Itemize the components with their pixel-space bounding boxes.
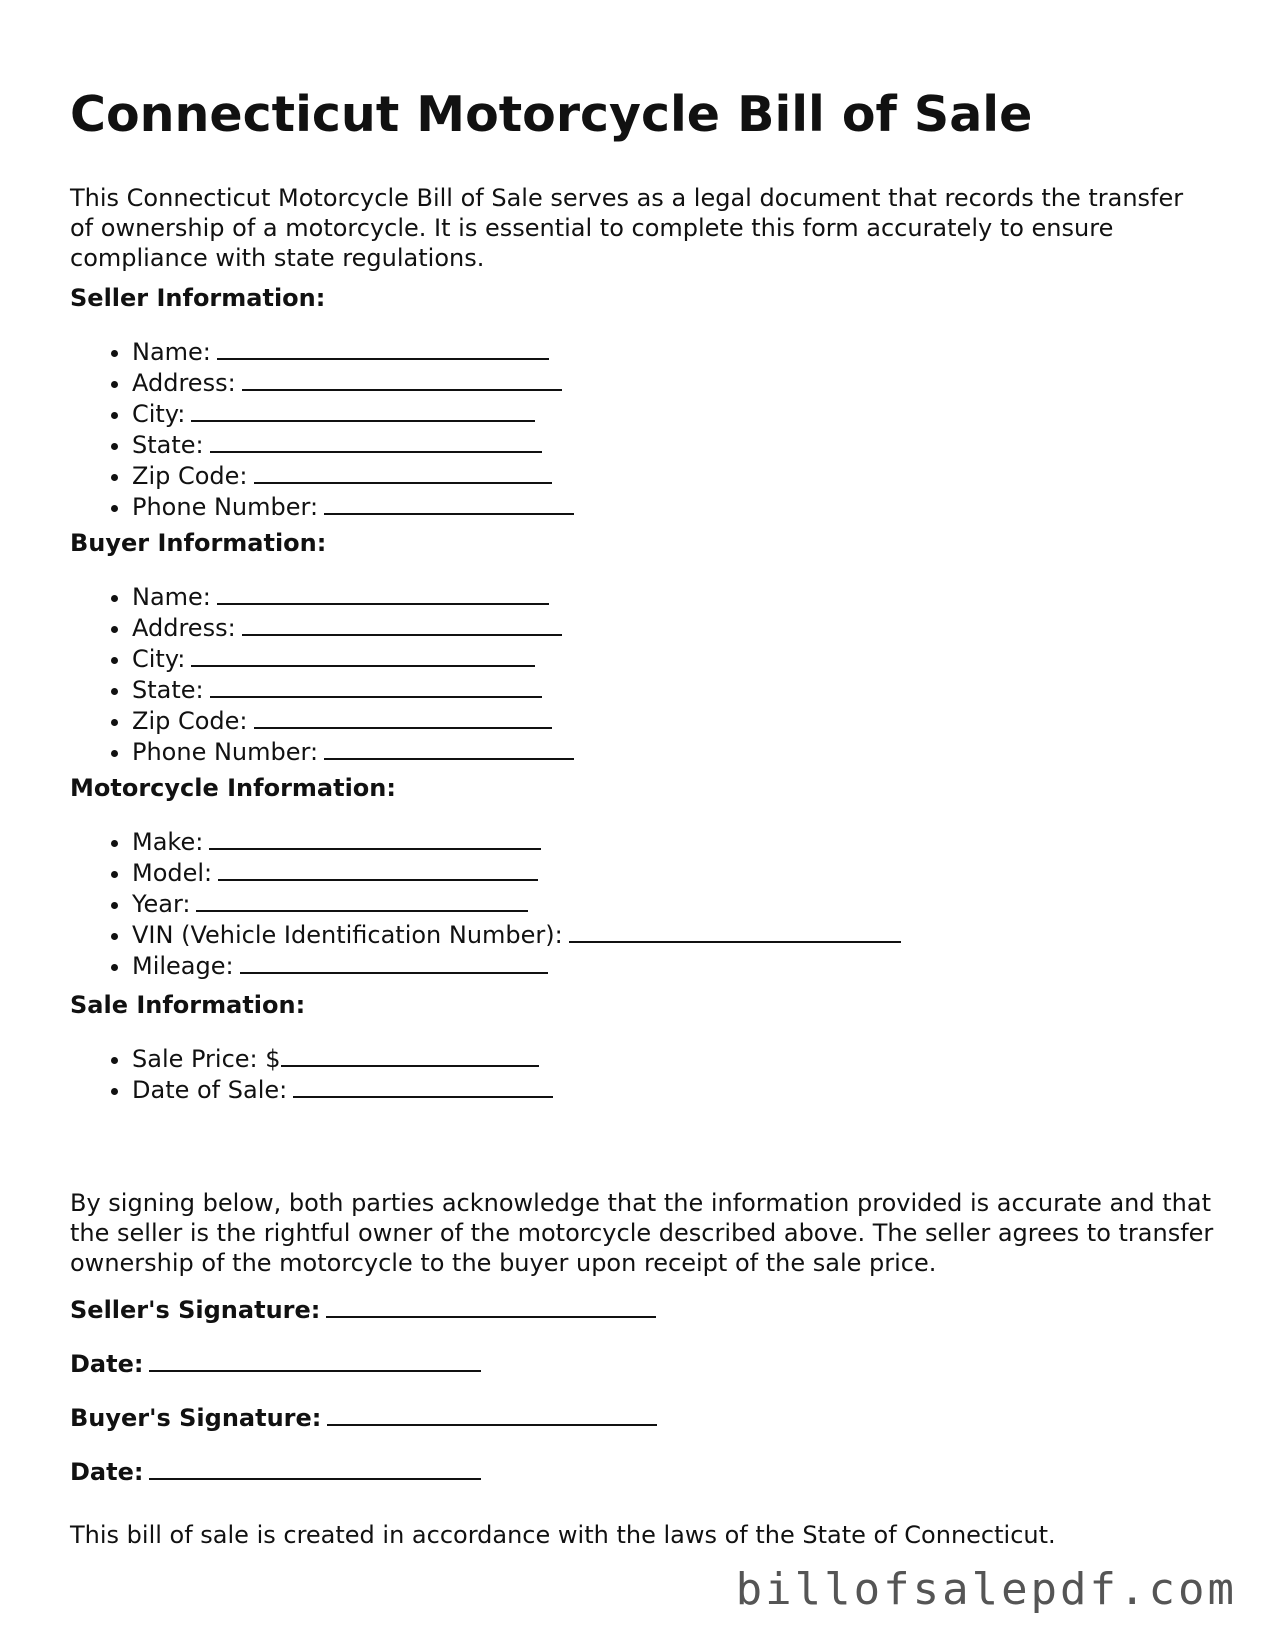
- sale-section-heading: Sale Information:: [70, 991, 306, 1019]
- buyer-zip-blank[interactable]: [254, 705, 552, 729]
- buyer-city-blank[interactable]: [191, 643, 535, 667]
- motorcycle-make-blank[interactable]: [209, 826, 541, 850]
- motorcycle-fields-list: [70, 826, 901, 981]
- seller-name-field: • Name:: [132, 336, 574, 367]
- sale-fields-list: [70, 1043, 553, 1105]
- buyer-city-field: • City:: [132, 643, 574, 674]
- acknowledgement-paragraph: By signing below, both parties acknowledge that the information provided is accurate and that the seller is the rightful owner of the motorcycle described above. The seller agrees to transfer ownership of the motorcycle to the buyer upon receipt of the sale price.: [70, 1189, 1214, 1277]
- buyer-signature-blank[interactable]: [327, 1402, 657, 1426]
- seller-phone-field: • Phone Number:: [132, 491, 574, 522]
- watermark-text: billofsalepdf.com: [735, 1564, 1237, 1615]
- seller-fields-list: [70, 336, 574, 522]
- seller-section-heading: Seller Information:: [70, 284, 326, 312]
- buyer-address-field: • Address:: [132, 612, 574, 643]
- buyer-date-blank[interactable]: [149, 1456, 481, 1480]
- motorcycle-make-field: • Make:: [132, 826, 901, 857]
- seller-name-blank[interactable]: [217, 336, 549, 360]
- buyer-zip-field: • Zip Code:: [132, 705, 574, 736]
- buyer-section-heading: Buyer Information:: [70, 529, 327, 557]
- motorcycle-section-heading: Motorcycle Information:: [70, 774, 396, 802]
- seller-address-blank[interactable]: [242, 367, 562, 391]
- seller-state-blank[interactable]: [210, 429, 542, 453]
- seller-address-field: • Address:: [132, 367, 574, 398]
- buyer-state-field: • State:: [132, 674, 574, 705]
- sale-price-blank[interactable]: [281, 1043, 539, 1067]
- buyer-fields-list: [70, 581, 574, 767]
- motorcycle-mileage-blank[interactable]: [240, 950, 548, 974]
- seller-signature-line: Seller's Signature:: [70, 1294, 656, 1325]
- sale-price-field: • Sale Price: $: [132, 1043, 553, 1074]
- buyer-date-line: Date:: [70, 1456, 481, 1487]
- seller-zip-blank[interactable]: [254, 460, 552, 484]
- seller-zip-field: • Zip Code:: [132, 460, 574, 491]
- buyer-signature-line: Buyer's Signature:: [70, 1402, 657, 1433]
- seller-phone-blank[interactable]: [324, 491, 574, 515]
- closing-statement: This bill of sale is created in accordance with the laws of the State of Connecticut.: [70, 1521, 1056, 1549]
- motorcycle-model-field: • Model:: [132, 857, 901, 888]
- motorcycle-vin-field: • VIN (Vehicle Identification Number):: [132, 919, 901, 950]
- seller-date-line: Date:: [70, 1348, 481, 1379]
- document-title: Connecticut Motorcycle Bill of Sale: [70, 86, 1033, 143]
- buyer-state-blank[interactable]: [210, 674, 542, 698]
- seller-signature-blank[interactable]: [326, 1294, 656, 1318]
- buyer-name-field: • Name:: [132, 581, 574, 612]
- buyer-name-blank[interactable]: [217, 581, 549, 605]
- seller-state-field: • State:: [132, 429, 574, 460]
- seller-city-field: • City:: [132, 398, 574, 429]
- motorcycle-vin-blank[interactable]: [569, 919, 901, 943]
- motorcycle-mileage-field: • Mileage:: [132, 950, 901, 981]
- motorcycle-model-blank[interactable]: [218, 857, 538, 881]
- motorcycle-year-blank[interactable]: [196, 888, 528, 912]
- sale-date-field: • Date of Sale:: [132, 1074, 553, 1105]
- seller-city-blank[interactable]: [191, 398, 535, 422]
- buyer-phone-field: • Phone Number:: [132, 736, 574, 767]
- motorcycle-year-field: • Year:: [132, 888, 901, 919]
- seller-date-blank[interactable]: [149, 1348, 481, 1372]
- buyer-phone-blank[interactable]: [324, 736, 574, 760]
- buyer-address-blank[interactable]: [242, 612, 562, 636]
- sale-date-blank[interactable]: [293, 1074, 553, 1098]
- intro-paragraph: This Connecticut Motorcycle Bill of Sale serves as a legal document that records the transfer of ownership of a motorcycle. It is essential to complete this form accurately to ensure compliance with state regulations.: [70, 184, 1184, 272]
